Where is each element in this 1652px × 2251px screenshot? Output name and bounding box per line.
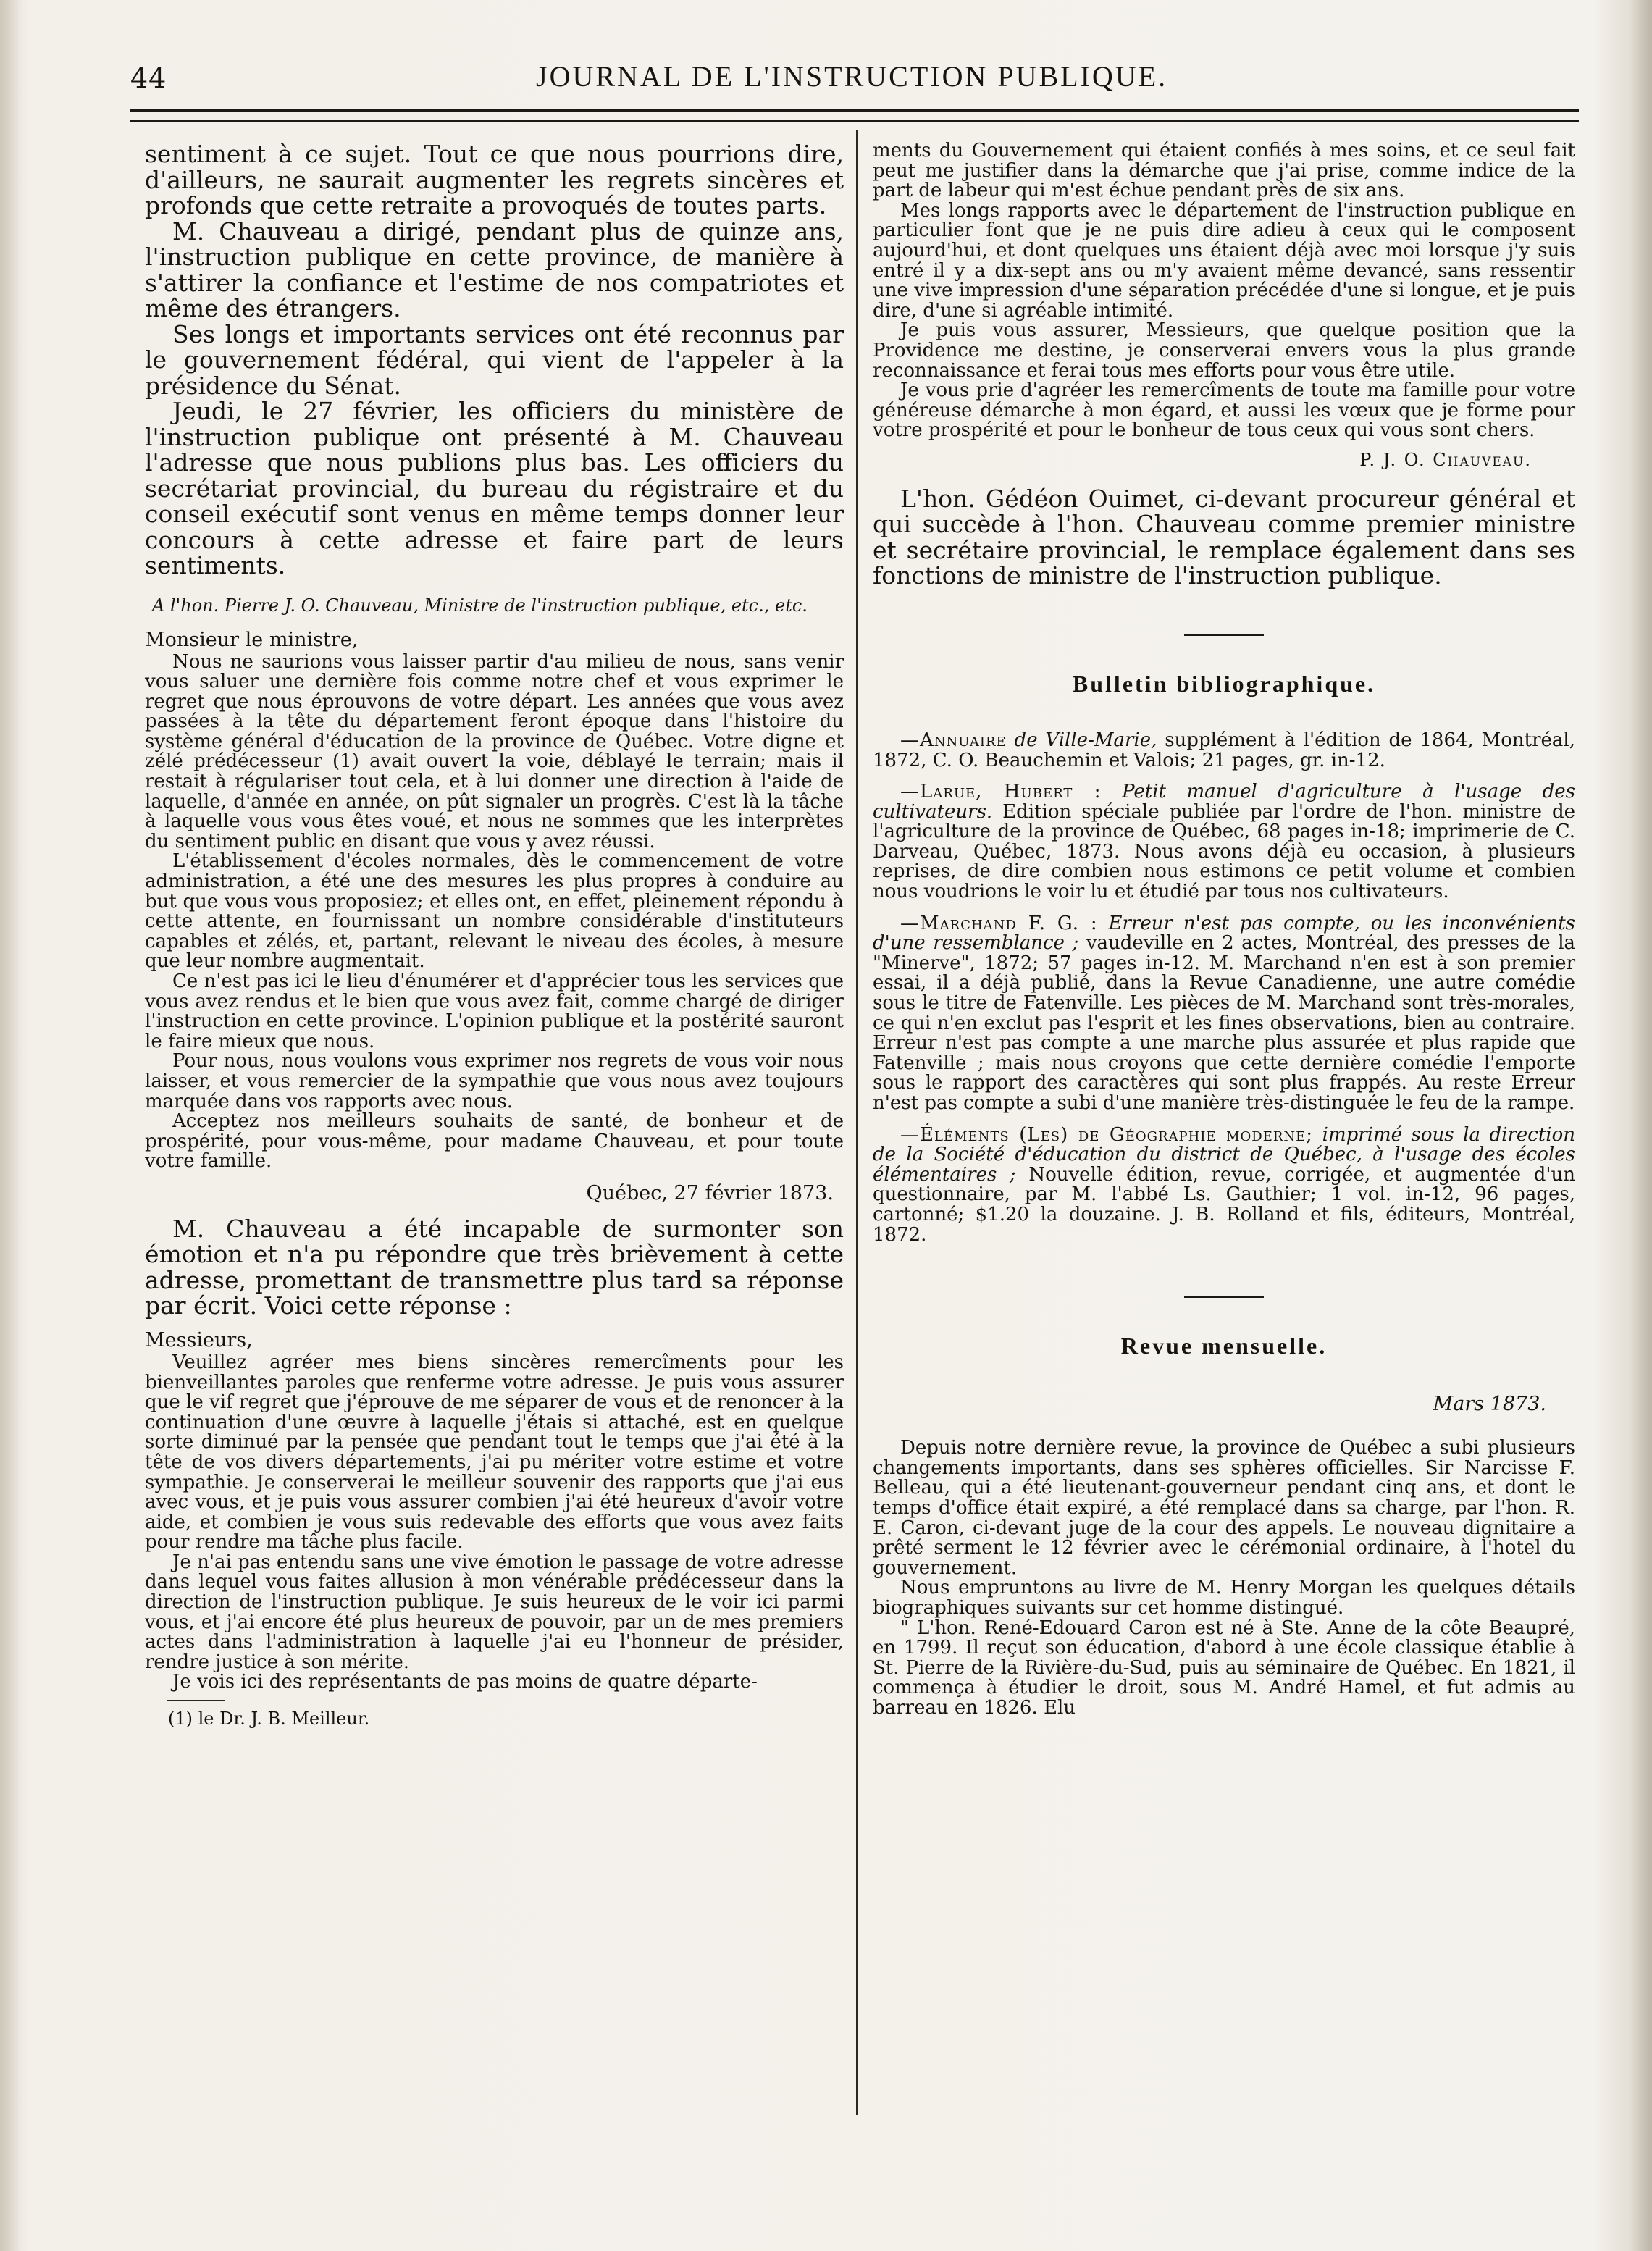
continuation-paragraph: Je vous prie d'agréer les remercîments de toute ma famille pour votre généreuse démarche à mon égard, et aussi les vœux que je forme pour votre prospérité et pour le bonheur de tous ceux qui vous sont chers.: [873, 380, 1575, 442]
page-number: 44: [130, 62, 167, 94]
address-signoff: Québec, 27 février 1873.: [586, 1181, 834, 1204]
entry-author: —Marchand F. G. :: [900, 912, 1098, 934]
address-heading: A l'hon. Pierre J. O. Chauveau, Ministre de l'instruction publique, etc., etc.: [152, 595, 808, 616]
header-rule: [130, 109, 1579, 122]
entry-details: supplément à l'édition de 1864, Montréal, 1872, C. O. Beauchemin et Valois; 21 pages, gr. in-12.: [873, 729, 1576, 771]
continuation-paragraph: Je puis vous assurer, Messieurs, que quelque position que la Providence me destine, je conserverai envers vous la plus grande reconnaissance et ferai tous mes efforts pour vous être utile.: [873, 319, 1575, 382]
intro-paragraph: sentiment à ce sujet. Tout ce que nous pourrions dire, d'ailleurs, ne saurait augmenter les regrets sincères et profonds que cette retraite a provoqués de toutes parts.: [145, 140, 844, 219]
intro-paragraph: M. Chauveau a dirigé, pendant plus de quinze ans, l'instruction publique en cette province, de manière à s'attirer la confiance et l'estime de nos compatriotes et même des étrangers.: [145, 217, 844, 322]
intro-paragraph: Ses longs et importants services ont été reconnus par le gouvernement fédéral, qui vient de l'appeler à la présidence du Sénat.: [145, 319, 844, 400]
address-paragraph: Nous ne saurions vous laisser partir d'au milieu de nous, sans venir vous saluer une dernière fois comme notre chef et vous exprimer le regret que nous éprouvons de votre départ. Les années que vous avez passées à la tête du département feront époque dans l'histoire du système général d'éducation de la province de Québec. Votre digne et zélé prédécesseur (1) avait ouvert la voie, déblayé le terrain; mais il restait à régulariser tout cela, et à lui donner une direction à l'aide de laquelle, d'année en année, on pût signaler un progrès. C'est là la tâche à laquelle vous vous êtes voué, et nous ne sommes que les interprètes du sentiment public en disant que vous y avez réussi.: [145, 650, 844, 852]
entry-title: Petit manuel d'agriculture à l'usage des cultivateurs.: [873, 781, 1575, 823]
revue-paragraph: Depuis notre dernière revue, la province de Québec a subi plusieurs changements importants, dans ses sphères officielles. Sir Narcisse F. Belleau, qui a été lieutenant-gouverneur pendant cinq ans, et dont le temps d'office était expiré, a été remplacé dans sa charge, par l'hon. R. E. Caron, ci-devant juge de la cour des appels. Le nouveau dignitaire a prêté serment le 12 février avec le cérémonial ordinaire, à l'hotel du gouvernement.: [873, 1437, 1575, 1579]
entry-author: —Éléments (Les) de Géographie moderne;: [900, 1123, 1314, 1146]
entry-details: vaudeville en 2 actes, Montréal, des presses de la "Minerve", 1872; 57 pages in-12. M. Marchand n'en est à son premier essai, il a déjà publié, dans la Revue Canadienne, une autre comédie sous le titre de Fatenville. Les pièces de M. Marchand sont très-morales, ce qui n'en exclut pas l'esprit et les fines observations, bien au contraire. Erreur n'est pas compte a une marche plus assurée et plus rapide que Fatenville ; mais nous croyons que cette dernière comédie l'emporte sous le rapport des caractères qui sont plus frappés. Au reste Erreur n'est pas compte a subi d'une manière très-distinguée le feu de la rampe.: [873, 932, 1576, 1114]
address-paragraph: Acceptez nos meilleurs souhaits de santé, de bonheur et de prospérité, pour vous-même, pour madame Chauveau, et pour toute votre famille.: [145, 1110, 844, 1173]
address-paragraph: Ce n'est pas ici le lieu d'énumérer et d'apprécier tous les services que vous avez rendus et le bien que vous avez fait, comme chargé de diriger l'instruction en cette province. L'opinion publique et la postérité sauront le faire mieux que nous.: [145, 971, 844, 1052]
revue-date: Mars 1873.: [1433, 1393, 1546, 1416]
bibliography-entry: [873, 731, 1575, 771]
entry-title: Erreur n'est pas compte, ou les inconvénients d'une ressemblance ;: [873, 912, 1576, 955]
entry-details: Edition spéciale publiée par l'ordre de l'hon. ministre de l'agriculture de la province de Québec, 68 pages in-18; imprimerie de C. Darveau, Québec, 1873. Nous avons déjà eu occasion, à plusieurs reprises, de dire combien nous estimons ce petit volume et combien nous voudrions le voir lu et étudié par tous nos cultivateurs.: [873, 800, 1575, 903]
address-paragraph: L'établissement d'écoles normales, dès le commencement de votre administration, a été une des mesures les plus propres à conduire au but que vous vous proposiez; et elles ont, en effet, pleinement répondu à cette attente, en fournissant un nombre considérable d'instituteurs capables et zélés, et, partant, relevant le niveau des écoles, à mesure que leur nombre augmentait.: [145, 850, 844, 973]
footnote: (1) le Dr. J. B. Meilleur.: [145, 1709, 844, 1729]
continuation-paragraph: Mes longs rapports avec le département de l'instruction publique en particulier font que je ne puis dire adieu à ceux qui le composent aujourd'hui, et dont quelques uns étaient déjà avec moi lorsque j'y suis entré il y a dix-sept ans ou m'y avaient même devancé, sans ressentir une vive impression d'une séparation précédée d'une si longue, et je puis dire, d'une si agréable intimité.: [873, 199, 1575, 322]
page-edge-shadow: [1630, 0, 1652, 2251]
entry-author: —Annuaire: [900, 729, 1007, 751]
response-salutation: Messieurs,: [145, 1328, 253, 1351]
bibliography-entry: [873, 914, 1575, 1114]
journal-title: JOURNAL DE L'INSTRUCTION PUBLIQUE.: [536, 60, 1168, 93]
revue-paragraph: " L'hon. René-Edouard Caron est né à Ste. Anne de la côte Beaupré, en 1799. Il reçut son éducation, d'abord à une école classique établie à St. Pierre de la Rivière-du-Sud, puis au séminaire de Québec. En 1821, il commença à étudier le droit, sous M. André Hamel, et fut admis au barreau en 1826. Elu: [873, 1617, 1575, 1719]
address-paragraph: Pour nous, nous voulons vous exprimer nos regrets de vous voir nous laisser, et vous remercier de la sympathie que vous nous avez toujours marquée dans vos rapports avec nous.: [145, 1050, 844, 1112]
right-column: [873, 141, 1575, 1718]
section-rule: [1184, 634, 1264, 636]
ouimet-paragraph: L'hon. Gédéon Ouimet, ci-devant procureur général et qui succède à l'hon. Chauveau comme premier ministre et secrétaire provincial, le remplace également dans ses fonctions de ministre de l'instruction publique.: [873, 484, 1575, 590]
column-divider: [856, 130, 858, 2115]
bibliography-entry: [873, 782, 1575, 902]
intro-paragraph: Jeudi, le 27 février, les officiers du ministère de l'instruction publique ont présenté à M. Chauveau l'adresse que nous publions plus bas. Les officiers du secrétariat provincial, du bureau du régistraire et du conseil exécutif sont venus en même temps donner leur concours à cette adresse et faire part de leurs sentiments.: [145, 397, 844, 579]
response-paragraph: Je vois ici des représentants de pas moins de quatre départe-: [172, 1671, 758, 1693]
response-paragraph: Je n'ai pas entendu sans une vive émotion le passage de votre adresse dans lequel vous faites allusion à mon vénérable prédécesseur dans la direction de l'instruction publique. Je suis heureux de le voir ici parmi vous, et j'ai encore été plus heureux de pouvoir, par un de mes premiers actes dans l'administration à laquelle j'ai eu l'honneur de présider, rendre justice à son mérite.: [145, 1551, 844, 1673]
bibliography-entry: [873, 1123, 1576, 1246]
entry-title: de Ville-Marie,: [1014, 729, 1157, 751]
bulletin-title: Bulletin bibliographique.: [1072, 670, 1376, 697]
page-header: [130, 56, 1579, 100]
entry-title: imprimé sous la direction de la Société d'éducation du district de Québec, à l'usage des écoles élémentaires ;: [873, 1123, 1576, 1186]
section-rule: [1184, 1296, 1264, 1298]
signature: P. J. O. Chauveau.: [1359, 449, 1532, 470]
entry-details: Nouvelle édition, revue, corrigée, et augmentée d'un questionnaire, par M. l'abbé Ls. Gauthier; 1 vol. in-12, 96 pages, cartonné; $1.20 la douzaine. J. B. Rolland et fils, éditeurs, Montréal, 1872.: [873, 1163, 1576, 1246]
address-salutation: Monsieur le ministre,: [145, 628, 359, 651]
revue-title: Revue mensuelle.: [1120, 1333, 1328, 1359]
left-column: [145, 141, 844, 1729]
entry-author: —Larue, Hubert :: [900, 781, 1102, 803]
page-fold-shadow: [0, 0, 20, 2251]
revue-paragraph: Nous empruntons au livre de M. Henry Morgan les quelques détails biographiques suivants sur cet homme distingué.: [873, 1577, 1575, 1619]
response-paragraph: Veuillez agréer mes biens sincères remercîments pour les bienveillantes paroles que renferme votre adresse. Je puis vous assurer que le vif regret que j'éprouve de me séparer de vous et de renoncer à la continuation d'une œuvre à laquelle j'étais si attaché, est en quelque sorte diminué par la pensée que pendant tout le temps que j'ai été à la tête de vos divers départements, j'ai pu mériter votre estime et votre sympathie. Je conserverai le meilleur souvenir des rapports que j'ai eus avec vous, et je puis vous assurer combien j'ai été heureux d'avoir votre aide, et combien je vous suis redevable des efforts que vous avez faits pour rendre ma tâche plus facile.: [145, 1351, 844, 1554]
continuation-paragraph: ments du Gouvernement qui étaient confiés à mes soins, et ce seul fait peut me justifier dans la démarche que j'ai prise, comme indice de la part de labeur qui m'est échue pendant près de six ans.: [873, 140, 1575, 202]
response-intro: M. Chauveau a été incapable de surmonter son émotion et n'a pu répondre que très brièvement à cette adresse, promettant de transmettre plus tard sa réponse par écrit. Voici cette réponse :: [145, 1214, 844, 1320]
